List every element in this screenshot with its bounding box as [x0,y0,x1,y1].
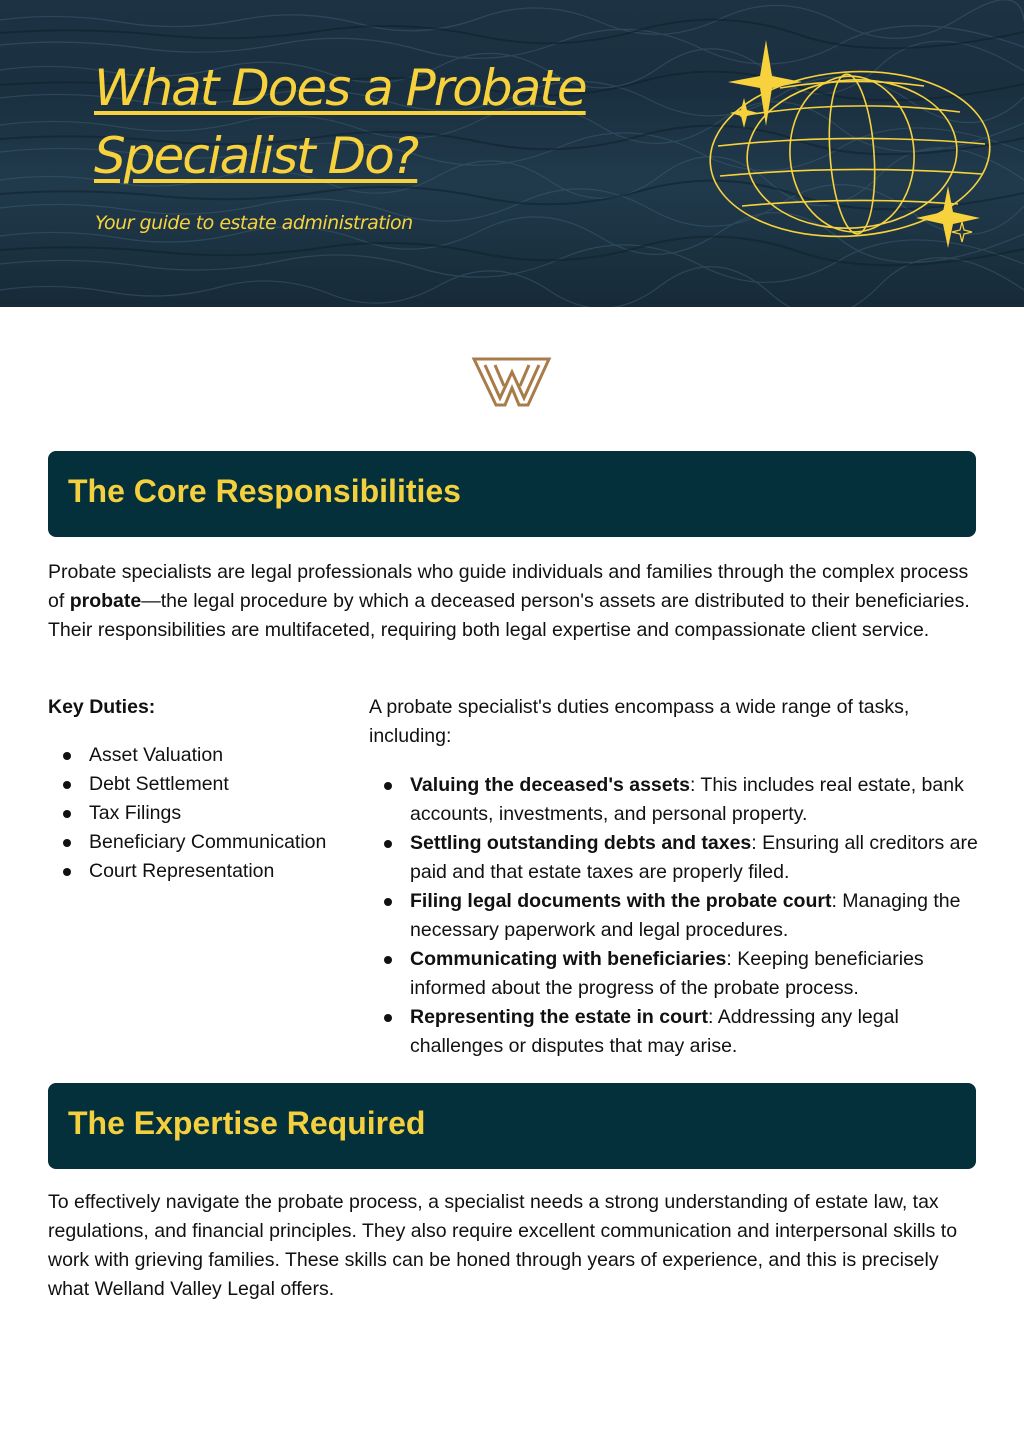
list-item: Court Representation [48,857,358,886]
detail-bold: Representing the estate in court [410,1006,708,1028]
intro-paragraph [48,558,978,645]
key-duties-heading: Key Duties: [48,696,156,718]
hero-title [94,54,586,190]
intro-text-bold: probate [69,590,142,612]
hero-title-line1: What Does a Probate [94,59,586,117]
w-logo-icon [471,356,553,408]
detail-text: : Ensuring all creditors are paid and that estate taxes are properly filed. [410,832,978,883]
list-item: Asset Valuation [48,741,358,770]
intro-text-before: Probate specialists are legal professionals who guide individuals and families through the complex process of [48,561,969,612]
list-item [369,887,981,945]
detail-bold: Valuing the deceased's assets [410,774,690,796]
detail-text: : This includes real estate, bank accounts, investments, and personal property. [410,774,964,825]
section-header-expertise-required [48,1083,976,1169]
expertise-paragraph: To effectively navigate the probate process, a specialist needs a strong understanding of estate law, tax regulations, and financial principles. They also require excellent communication and interpersonal skills to work with grieving families. These skills can be honed through years of experience, and this is precisely what Welland Valley Legal offers. [48,1191,958,1300]
globe-sparkle-icon [700,36,1000,256]
detail-bold: Filing legal documents with the probate court [410,890,832,912]
detail-bold: Settling outstanding debts and taxes [410,832,752,854]
list-item [369,771,981,829]
section-header-core-responsibilities [48,451,976,537]
duties-detail-list [369,771,981,1061]
detail-text: : Keeping beneficiaries informed about the progress of the probate process. [410,948,924,999]
list-item: Beneficiary Communication [48,828,358,857]
list-item: Debt Settlement [48,770,358,799]
detail-bold: Communicating with beneficiaries [410,948,727,970]
hero-banner [0,0,1024,307]
list-item: Tax Filings [48,799,358,828]
hero-title-line2: Specialist Do? [94,127,418,185]
key-duties-list [48,741,358,886]
list-item [369,945,981,1003]
key-duties-column [48,693,358,886]
list-item [369,1003,981,1061]
detail-text: : Managing the necessary paperwork and legal procedures. [410,890,961,941]
section-title: The Expertise Required [68,1105,426,1141]
detail-text: : Addressing any legal challenges or disputes that may arise. [410,1006,899,1057]
intro-text-after: —the legal procedure by which a deceased person's assets are distributed to their beneficiaries. Their responsibilities are multifaceted, requiring both legal expertise and compassionate client service. [48,590,970,641]
hero-subtitle: Your guide to estate administration [95,212,413,234]
section-title: The Core Responsibilities [68,473,461,509]
duties-detail-column [369,693,981,1061]
duties-intro: A probate specialist's duties encompass a wide range of tasks, including: [369,696,910,747]
list-item [369,829,981,887]
